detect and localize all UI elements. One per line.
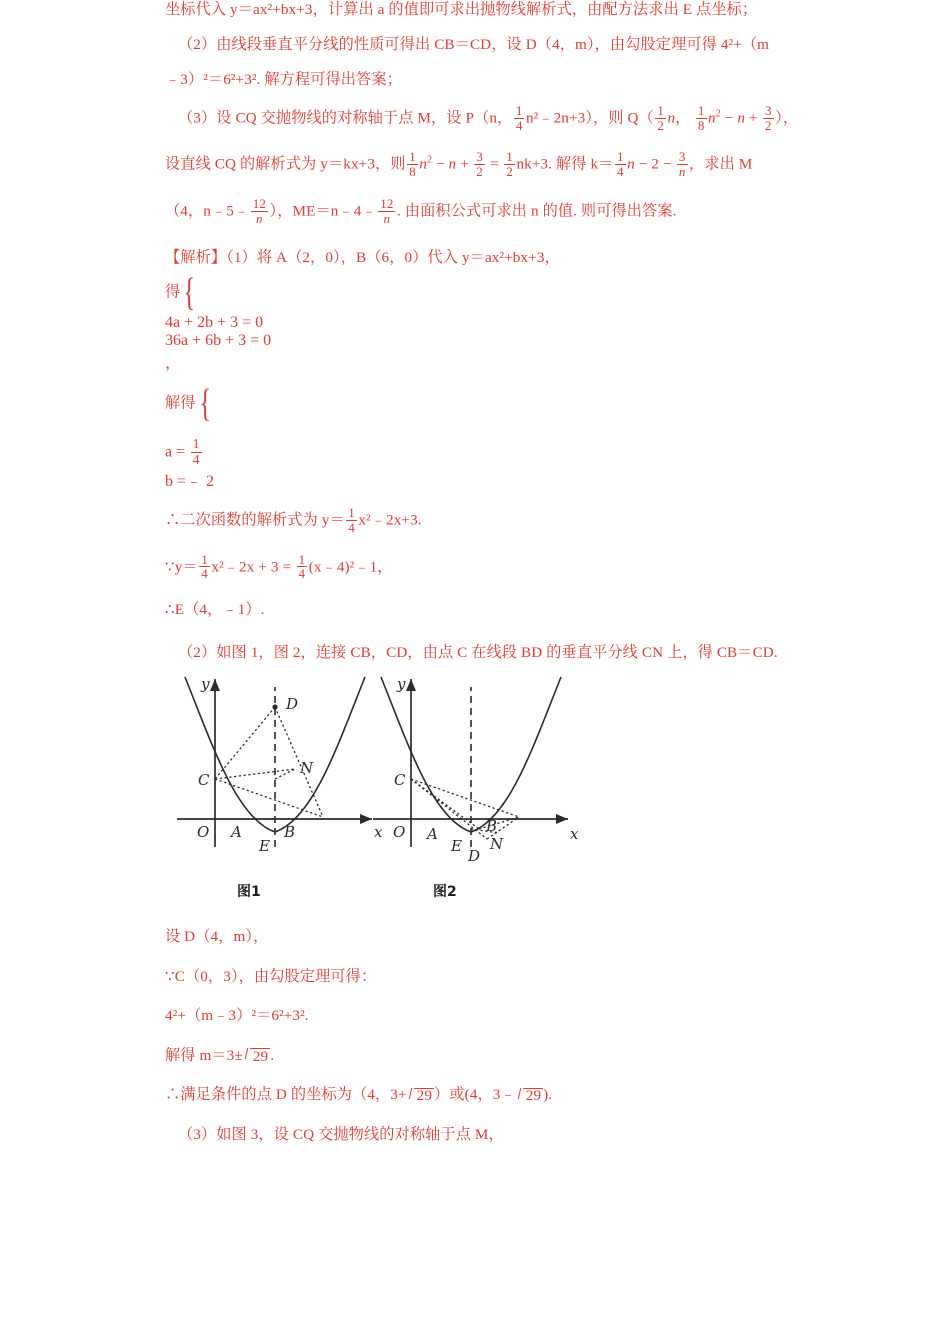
vertex-form-prefix: ∵y＝ bbox=[165, 558, 198, 576]
set-d-text: 设 D（4，m）， bbox=[165, 928, 269, 946]
figure-2-caption: 图2 bbox=[433, 884, 457, 901]
equation-2-row-2: b =﹣ 2 bbox=[165, 473, 215, 491]
label-y-1: y bbox=[201, 675, 210, 694]
y-axis-arrow-1 bbox=[210, 679, 220, 691]
analysis-line-5-mid: nk+3. 解得 k＝ bbox=[516, 156, 614, 174]
part2-intro-text: （2）如图 1，图 2，连接 CB，CD，由点 C 在线段 BD 的垂直平分线 CN 上，得 CB＝CD. bbox=[178, 643, 778, 661]
label-b-1: B bbox=[284, 823, 296, 842]
point-e-text: ∴E（4，﹣1）. bbox=[165, 601, 265, 619]
label-c-1: C bbox=[198, 771, 210, 790]
label-x-2: x bbox=[570, 825, 579, 844]
point-e-line bbox=[165, 600, 802, 621]
solution-header-text: 【解析】（1）将 A（2，0），B（6，0）代入 y＝ax²+bx+3， bbox=[165, 249, 560, 267]
label-n-1: N bbox=[300, 759, 314, 778]
solve-m-line bbox=[165, 1046, 802, 1067]
brace-group-1 bbox=[180, 270, 200, 314]
label-e-2: E bbox=[451, 837, 462, 856]
figure-1-caption: 图1 bbox=[237, 884, 261, 901]
fraction-three-halves-2: $\frac{3}{2}$ bbox=[476, 149, 483, 180]
equation-system-2-label: 解得 bbox=[165, 394, 196, 412]
analysis-line-2-text: （2）由线段垂直平分线的性质可得出 CB＝CD，设 D（4，m），由勾股定理可得 4²+（m bbox=[178, 36, 770, 54]
analysis-line-6-prefix: （4，n﹣5﹣ bbox=[165, 202, 250, 220]
solve-m-prefix: 解得 m＝3± bbox=[165, 1046, 243, 1064]
analysis-line-1-text: 坐标代入 y＝ax²+bx+3，计算出 a 的值即可求出抛物线解析式，由配方法求出 E 点坐标； bbox=[165, 1, 758, 18]
label-y-2: y bbox=[397, 675, 406, 694]
fraction-three-over-n: $\frac{3}{n}$ bbox=[678, 149, 686, 180]
fraction-one-quarter-4: $\frac{1}{4}$ bbox=[348, 505, 355, 535]
analysis-line-3 bbox=[165, 70, 802, 91]
label-d-2: D bbox=[468, 847, 481, 866]
point-d-coordinates-mid: ）或(4，3﹣ bbox=[434, 1086, 516, 1104]
x-axis-arrow-2 bbox=[556, 814, 568, 824]
quadratic-expression-end: x²﹣2x+3. bbox=[358, 511, 422, 529]
equation-system-1-comma: ， bbox=[165, 355, 182, 373]
label-d-1: D bbox=[286, 695, 299, 714]
label-c-2: C bbox=[394, 771, 406, 790]
fraction-one-eighth-2: $\frac{1}{8}$ bbox=[409, 149, 416, 180]
point-d-dot-1 bbox=[272, 705, 277, 710]
equation-system-1 bbox=[165, 270, 802, 314]
fraction-one-half: $\frac{1}{2}$ bbox=[657, 103, 664, 133]
label-a-1: A bbox=[231, 823, 242, 842]
point-d-coordinates-line bbox=[165, 1085, 802, 1106]
analysis-line-4-end: ）， bbox=[775, 109, 799, 127]
pythagoras-intro-text: ∵C（0，3），由勾股定理可得： bbox=[165, 967, 377, 985]
left-brace-icon-2: { bbox=[199, 382, 211, 426]
equation-1-row-1: 4a + 2b + 3 = 0 bbox=[165, 314, 264, 332]
label-e-1: E bbox=[259, 837, 270, 856]
document-page bbox=[165, 0, 802, 1344]
quadratic-expression-prefix: ∴二次函数的解析式为 y＝ bbox=[165, 511, 345, 529]
analysis-line-3-text: ﹣3）²＝6²+3². 解方程可得出答案； bbox=[165, 71, 402, 89]
left-brace-icon: { bbox=[183, 270, 196, 314]
analysis-line-5-end: ，求出 M bbox=[689, 156, 753, 174]
point-d-coordinates-prefix: ∴满足条件的点 D 的坐标为（4，3+ bbox=[165, 1086, 407, 1104]
fraction-one-quarter-6: $\frac{1}{4}$ bbox=[298, 551, 306, 582]
solve-m-end: . bbox=[270, 1046, 275, 1064]
sqrt-29-3: 29 bbox=[517, 1085, 543, 1106]
set-d-line bbox=[165, 927, 802, 948]
fraction-one-quarter-2: $\frac{1}{4}$ bbox=[616, 149, 624, 180]
point-d-coordinates-end: ). bbox=[543, 1086, 553, 1104]
analysis-line-5-prefix: 设直线 CQ 的解析式为 y＝kx+3，则 bbox=[165, 156, 406, 174]
analysis-line-2 bbox=[165, 35, 802, 56]
fraction-one-quarter-3: $\frac{1}{4}$ bbox=[192, 436, 200, 467]
equation-system-2 bbox=[165, 382, 802, 426]
vertex-form-line bbox=[165, 551, 802, 582]
equation-2-row-1: a = $\frac{1}{4}$ bbox=[165, 436, 200, 467]
fraction-three-halves: $\frac{3}{2}$ bbox=[764, 103, 772, 133]
analysis-line-6 bbox=[165, 195, 802, 226]
solution-header-line bbox=[165, 248, 802, 269]
analysis-line-1 bbox=[165, 0, 802, 21]
pythagoras-equation-text: 4²+（m﹣3）²＝6²+3². bbox=[165, 1007, 309, 1025]
fraction-twelve-over-n: $\frac{12}{n}$ bbox=[252, 195, 266, 226]
label-b-2: B bbox=[486, 817, 498, 836]
label-a-2: A bbox=[427, 825, 438, 844]
fraction-twelve-over-n-2: $\frac{12}{n}$ bbox=[380, 195, 394, 226]
label-x-1: x bbox=[374, 823, 383, 842]
part3-intro-line bbox=[165, 1125, 802, 1146]
part3-intro-text: （3）如图 3，设 CQ 交抛物线的对称轴于点 M， bbox=[178, 1125, 504, 1143]
label-n-2: N bbox=[490, 835, 504, 854]
fraction-one-half-2: $\frac{1}{2}$ bbox=[506, 149, 513, 180]
part2-intro-line bbox=[165, 643, 802, 664]
label-o-2: O bbox=[393, 823, 406, 842]
equation-1-row-2: 36a + 6b + 3 = 0 bbox=[165, 332, 272, 350]
fraction-one-quarter: $\frac{1}{4}$ bbox=[515, 103, 523, 133]
analysis-line-6-mid: ），ME＝n﹣4﹣ bbox=[269, 202, 377, 220]
figure-2 bbox=[363, 669, 593, 884]
analysis-line-4: （3）设 CQ 交抛物线的对称轴于点 M，设 P（n， $\frac{1}{4}$ n²﹣2n+3），则 Q（ $\frac{1}{2}$ n， $\frac{1}{8}$ $n^2 - n$ + $\frac{3}{2}$ ）， bbox=[178, 103, 799, 133]
y-axis-arrow-2 bbox=[406, 679, 416, 691]
analysis-line-5: 设直线 CQ 的解析式为 y＝kx+3，则 $\frac{1}{8}$ $n^2 - n$ + $\frac{3}{2}$ = $\frac{1}{2}$ nk+3. 解得 k＝ $\frac{1}{4}$ n − 2 − $\frac{3}{n}$ ，求出 M bbox=[165, 149, 753, 180]
sqrt-29-1: 29 bbox=[244, 1046, 270, 1067]
analysis-line-4-prefix: （3）设 CQ 交抛物线的对称轴于点 M，设 P（n， bbox=[178, 109, 513, 127]
fraction-one-eighth: $\frac{1}{8}$ bbox=[697, 103, 705, 133]
vertex-form-a: x²﹣2x + 3 = bbox=[211, 558, 292, 576]
equation-system-1-label: 得 bbox=[165, 283, 181, 301]
vertex-form-b: (x﹣4)²﹣1， bbox=[308, 558, 393, 576]
figures-container bbox=[165, 669, 802, 917]
fraction-one-quarter-5: $\frac{1}{4}$ bbox=[201, 551, 208, 582]
quadratic-expression-line bbox=[165, 507, 802, 535]
analysis-line-4-mid: n²﹣2n+3），则 Q（ bbox=[525, 109, 654, 127]
sqrt-29-2: 29 bbox=[408, 1085, 434, 1106]
brace-group-2 bbox=[196, 382, 216, 426]
label-o-1: O bbox=[197, 823, 210, 842]
pythagoras-equation-line bbox=[165, 1006, 802, 1027]
pythagoras-intro-line bbox=[165, 967, 802, 988]
analysis-line-6-end: . 由面积公式可求出 n 的值. 则可得出答案. bbox=[396, 202, 677, 220]
